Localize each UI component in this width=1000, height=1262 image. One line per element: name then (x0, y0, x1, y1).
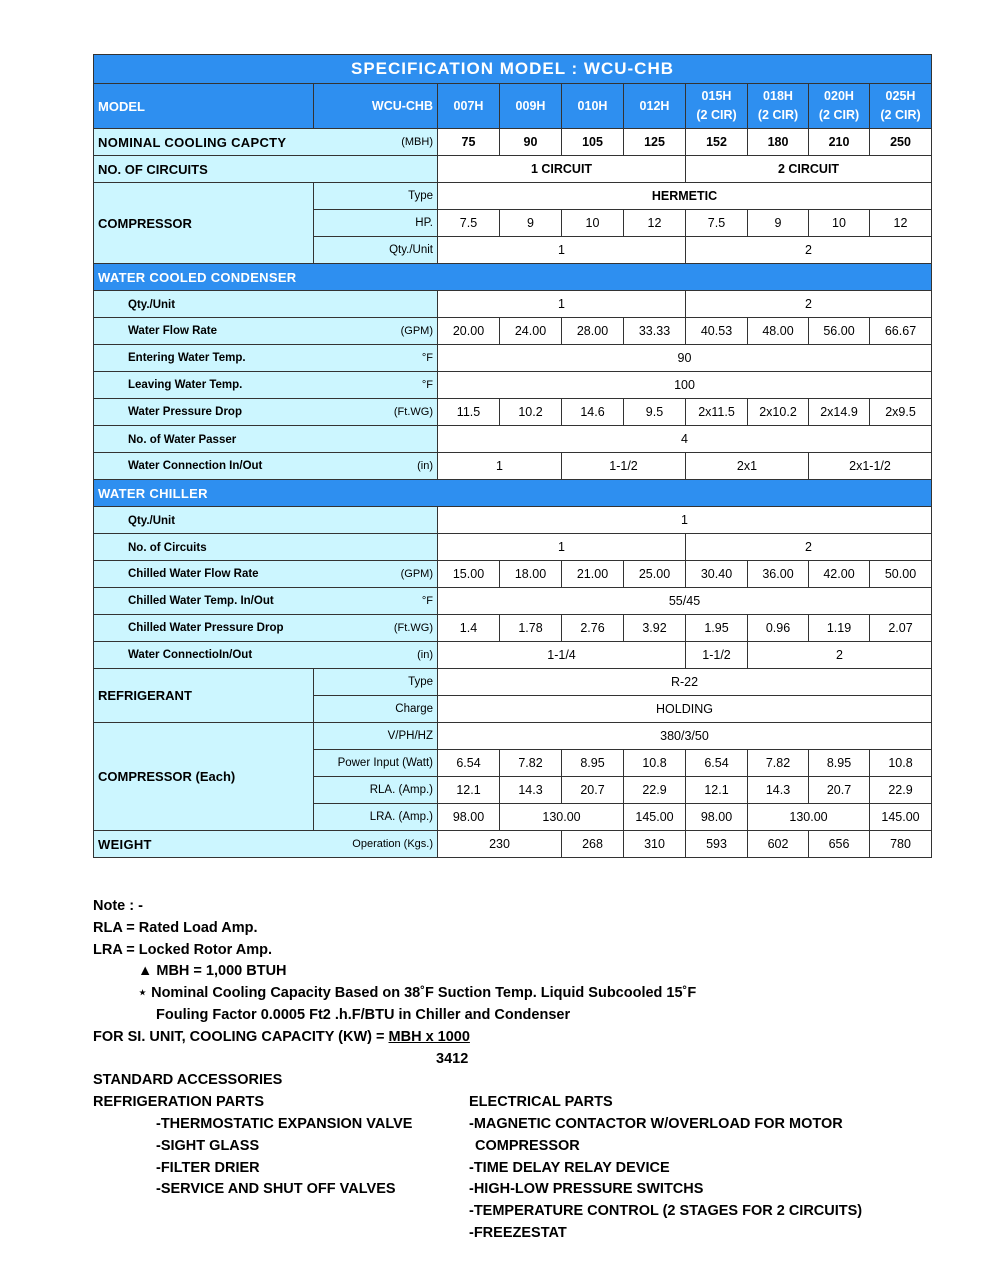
list-item: -FREEZESTAT (469, 1224, 567, 1241)
table-cell: 145.00 (870, 804, 932, 831)
table-row (94, 723, 932, 750)
model-col: 012H (624, 84, 686, 129)
row-label: WEIGHT (98, 836, 152, 852)
specification-table (93, 54, 932, 858)
row-sublabel: Power Input (Watt) (314, 750, 438, 777)
table-cell: 12 (870, 210, 932, 237)
row-sublabel: V/PH/HZ (314, 723, 438, 750)
table-cell: 130.00 (500, 804, 624, 831)
table-row (94, 588, 932, 615)
note-line: ▲ MBH = 1,000 BTUH (138, 963, 287, 980)
row-unit: (Ft.WG) (393, 406, 433, 418)
table-cell: 9 (748, 210, 809, 237)
row-label: No. of Circuits (128, 542, 207, 554)
table-cell: 1.19 (809, 615, 870, 642)
row-label: Qty./Unit (128, 299, 176, 311)
table-cell: 7.5 (686, 210, 748, 237)
electrical-parts-heading: ELECTRICAL PARTS (469, 1094, 613, 1111)
table-cell: 7.82 (500, 750, 562, 777)
section-header: WATER CHILLER (94, 480, 932, 507)
table-cell: 2 CIRCUIT (686, 156, 932, 183)
row-sublabel: RLA. (Amp.) (314, 777, 438, 804)
row-label: NO. OF CIRCUITS (94, 156, 438, 183)
table-cell: 6.54 (686, 750, 748, 777)
table-cell: 380/3/50 (438, 723, 932, 750)
row-label: Leaving Water Temp. (128, 379, 243, 391)
table-row (94, 669, 932, 696)
table-cell: 2 (748, 642, 932, 669)
table-cell: 33.33 (624, 318, 686, 345)
formula-denominator: 3412 (436, 1050, 469, 1067)
table-cell: 25.00 (624, 561, 686, 588)
table-cell: 2.76 (562, 615, 624, 642)
section-header: WATER COOLED CONDENSER (94, 264, 932, 291)
table-cell: 1 (438, 534, 686, 561)
table-cell: 42.00 (809, 561, 870, 588)
list-item: -MAGNETIC CONTACTOR W/OVERLOAD FOR MOTOR (469, 1115, 843, 1132)
table-cell: 10.2 (500, 399, 562, 426)
table-cell: 250 (870, 129, 932, 156)
row-unit: (MBH) (401, 136, 433, 148)
table-cell: 1-1/2 (686, 642, 748, 669)
table-cell: 55/45 (438, 588, 932, 615)
table-cell: 2.07 (870, 615, 932, 642)
table-cell: 10.8 (870, 750, 932, 777)
row-sublabel: Charge (314, 696, 438, 723)
model-col: 020H (2 CIR) (809, 84, 870, 129)
table-row (94, 642, 932, 669)
model-col: 025H (2 CIR) (870, 84, 932, 129)
table-cell: 9.5 (624, 399, 686, 426)
table-cell: 90 (500, 129, 562, 156)
table-row (94, 291, 932, 318)
row-unit: (in) (417, 460, 433, 472)
table-cell: 90 (438, 345, 932, 372)
table-cell: 602 (748, 831, 809, 858)
refrigeration-parts-heading: REFRIGERATION PARTS (93, 1094, 265, 1111)
table-cell: 180 (748, 129, 809, 156)
table-cell: 210 (809, 129, 870, 156)
row-sublabel: LRA. (Amp.) (314, 804, 438, 831)
formula-numerator: MBH x 1000 (388, 1028, 470, 1045)
row-unit: °F (421, 352, 433, 364)
note-line: RLA = Rated Load Amp. (93, 919, 258, 936)
table-cell: 4 (438, 426, 932, 453)
list-item: -THERMOSTATIC EXPANSION VALVE (156, 1115, 413, 1132)
table-row (94, 399, 932, 426)
list-item: COMPRESSOR (475, 1137, 580, 1154)
table-cell: 1.95 (686, 615, 748, 642)
table-cell: 1-1/2 (562, 453, 686, 480)
row-label: No. of Water Passer (128, 434, 237, 446)
row-label: Water ConnectioIn/Out (128, 649, 253, 661)
row-sublabel: Qty./Unit (314, 237, 438, 264)
model-col: 009H (500, 84, 562, 129)
table-cell: 268 (562, 831, 624, 858)
row-sublabel: HP. (314, 210, 438, 237)
table-cell: 2x14.9 (809, 399, 870, 426)
model-col: 010H (562, 84, 624, 129)
table-cell: 2 (686, 291, 932, 318)
table-cell: 1-1/4 (438, 642, 686, 669)
table-cell: 2x10.2 (748, 399, 809, 426)
table-cell: 98.00 (438, 804, 500, 831)
refrigeration-parts (93, 1092, 469, 1245)
table-cell: 593 (686, 831, 748, 858)
table-cell: 2 (686, 237, 932, 264)
row-unit: (GPM) (400, 325, 433, 337)
table-cell: 14.6 (562, 399, 624, 426)
table-row (94, 615, 932, 642)
table-cell: 66.67 (870, 318, 932, 345)
table-cell: 1 (438, 453, 562, 480)
table-cell: 656 (809, 831, 870, 858)
table-row (94, 561, 932, 588)
note-line: LRA = Locked Rotor Amp. (93, 941, 272, 958)
row-sublabel: Type (314, 669, 438, 696)
table-cell: 98.00 (686, 804, 748, 831)
table-cell: 6.54 (438, 750, 500, 777)
table-row (94, 156, 932, 183)
table-cell: 12.1 (686, 777, 748, 804)
model-header-row (94, 84, 932, 129)
table-cell: HERMETIC (438, 183, 932, 210)
table-cell: 30.40 (686, 561, 748, 588)
table-cell: 1.4 (438, 615, 500, 642)
table-cell: 48.00 (748, 318, 809, 345)
section-row (94, 480, 932, 507)
table-cell: 24.00 (500, 318, 562, 345)
electrical-parts (469, 1092, 862, 1245)
table-cell: 130.00 (748, 804, 870, 831)
table-title: SPECIFICATION MODEL : WCU-CHB (94, 55, 932, 84)
table-cell: 20.00 (438, 318, 500, 345)
table-cell: 10 (562, 210, 624, 237)
table-cell: 780 (870, 831, 932, 858)
table-cell: 14.3 (748, 777, 809, 804)
si-formula: FOR SI. UNIT, COOLING CAPACITY (KW) = MBH x 1000 (93, 1028, 470, 1045)
table-cell: 152 (686, 129, 748, 156)
row-label: Water Pressure Drop (128, 406, 242, 418)
model-col: 015H (2 CIR) (686, 84, 748, 129)
table-cell: 75 (438, 129, 500, 156)
table-cell: 12.1 (438, 777, 500, 804)
list-item: -FILTER DRIER (156, 1159, 260, 1176)
table-cell: 1 (438, 507, 932, 534)
table-cell: 14.3 (500, 777, 562, 804)
list-item: -TEMPERATURE CONTROL (2 STAGES FOR 2 CIRCUITS) (469, 1203, 863, 1220)
table-cell: 7.82 (748, 750, 809, 777)
row-unit: °F (421, 595, 433, 607)
note-heading: Note : - (93, 898, 143, 914)
model-col: 018H (2 CIR) (748, 84, 809, 129)
table-cell: 10 (809, 210, 870, 237)
table-cell: 11.5 (438, 399, 500, 426)
row-unit: (in) (417, 649, 433, 661)
table-cell: 1 CIRCUIT (438, 156, 686, 183)
table-cell: HOLDING (438, 696, 932, 723)
table-cell: 145.00 (624, 804, 686, 831)
accessories-columns (93, 1092, 953, 1245)
table-cell: 125 (624, 129, 686, 156)
table-cell: 100 (438, 372, 932, 399)
table-cell: 1.78 (500, 615, 562, 642)
list-item: -TIME DELAY RELAY DEVICE (469, 1159, 670, 1176)
table-cell: 105 (562, 129, 624, 156)
note-line: ⋆ Nominal Cooling Capacity Based on 38˚F Suction Temp. Liquid Subcooled 15˚F (138, 985, 697, 1002)
table-row (94, 426, 932, 453)
table-cell: 3.92 (624, 615, 686, 642)
table-cell: 40.53 (686, 318, 748, 345)
table-cell: 22.9 (870, 777, 932, 804)
row-label: Chilled Water Temp. In/Out (128, 595, 274, 607)
row-label: COMPRESSOR (94, 183, 314, 264)
table-cell: 2 (686, 534, 932, 561)
model-label: MODEL (94, 84, 314, 129)
row-label: Chilled Water Pressure Drop (128, 622, 284, 634)
table-row (94, 318, 932, 345)
table-cell: 1 (438, 237, 686, 264)
table-cell: 2x1-1/2 (809, 453, 932, 480)
section-row (94, 264, 932, 291)
row-label: COMPRESSOR (Each) (94, 723, 314, 831)
table-row (94, 507, 932, 534)
table-cell: 12 (624, 210, 686, 237)
table-cell: 2x1 (686, 453, 809, 480)
table-cell: 56.00 (809, 318, 870, 345)
model-code: WCU-CHB (314, 84, 438, 129)
table-row (94, 372, 932, 399)
row-label: Chilled Water Flow Rate (128, 568, 259, 580)
row-label: Water Flow Rate (128, 325, 218, 337)
table-cell: 1 (438, 291, 686, 318)
row-label: Water Connection In/Out (128, 460, 263, 472)
table-cell: 2x11.5 (686, 399, 748, 426)
table-row (94, 129, 932, 156)
table-cell: 18.00 (500, 561, 562, 588)
row-unit: Operation (Kgs.) (352, 838, 433, 850)
table-cell: 8.95 (809, 750, 870, 777)
table-cell: 22.9 (624, 777, 686, 804)
table-row (94, 534, 932, 561)
table-cell: 20.7 (809, 777, 870, 804)
table-cell: 2x9.5 (870, 399, 932, 426)
row-unit: °F (421, 379, 433, 391)
table-cell: 28.00 (562, 318, 624, 345)
list-item: -HIGH-LOW PRESSURE SWITCHS (469, 1181, 704, 1198)
row-label: NOMINAL COOLING CAPCTY (98, 134, 287, 150)
notes-section (93, 896, 953, 1245)
table-cell: 7.5 (438, 210, 500, 237)
table-cell: 21.00 (562, 561, 624, 588)
list-item: -SIGHT GLASS (156, 1137, 260, 1154)
table-cell: 9 (500, 210, 562, 237)
table-row (94, 831, 932, 858)
table-cell: 36.00 (748, 561, 809, 588)
table-cell: 230 (438, 831, 562, 858)
table-cell: 0.96 (748, 615, 809, 642)
row-label: Entering Water Temp. (128, 352, 246, 364)
table-cell: 15.00 (438, 561, 500, 588)
row-unit: (GPM) (400, 568, 433, 580)
table-cell: 10.8 (624, 750, 686, 777)
list-item: -SERVICE AND SHUT OFF VALVES (156, 1181, 396, 1198)
table-cell: 50.00 (870, 561, 932, 588)
model-col: 007H (438, 84, 500, 129)
accessories-heading: STANDARD ACCESSORIES (93, 1072, 283, 1089)
row-label: REFRIGERANT (94, 669, 314, 723)
row-label: Qty./Unit (128, 515, 176, 527)
table-cell: 20.7 (562, 777, 624, 804)
table-cell: 310 (624, 831, 686, 858)
table-row (94, 183, 932, 210)
note-line: Fouling Factor 0.0005 Ft2 .h.F/BTU in Chiller and Condenser (156, 1006, 571, 1023)
table-row (94, 345, 932, 372)
row-sublabel: Type (314, 183, 438, 210)
table-cell: 8.95 (562, 750, 624, 777)
table-row (94, 453, 932, 480)
row-unit: (Ft.WG) (393, 622, 433, 634)
table-cell: R-22 (438, 669, 932, 696)
